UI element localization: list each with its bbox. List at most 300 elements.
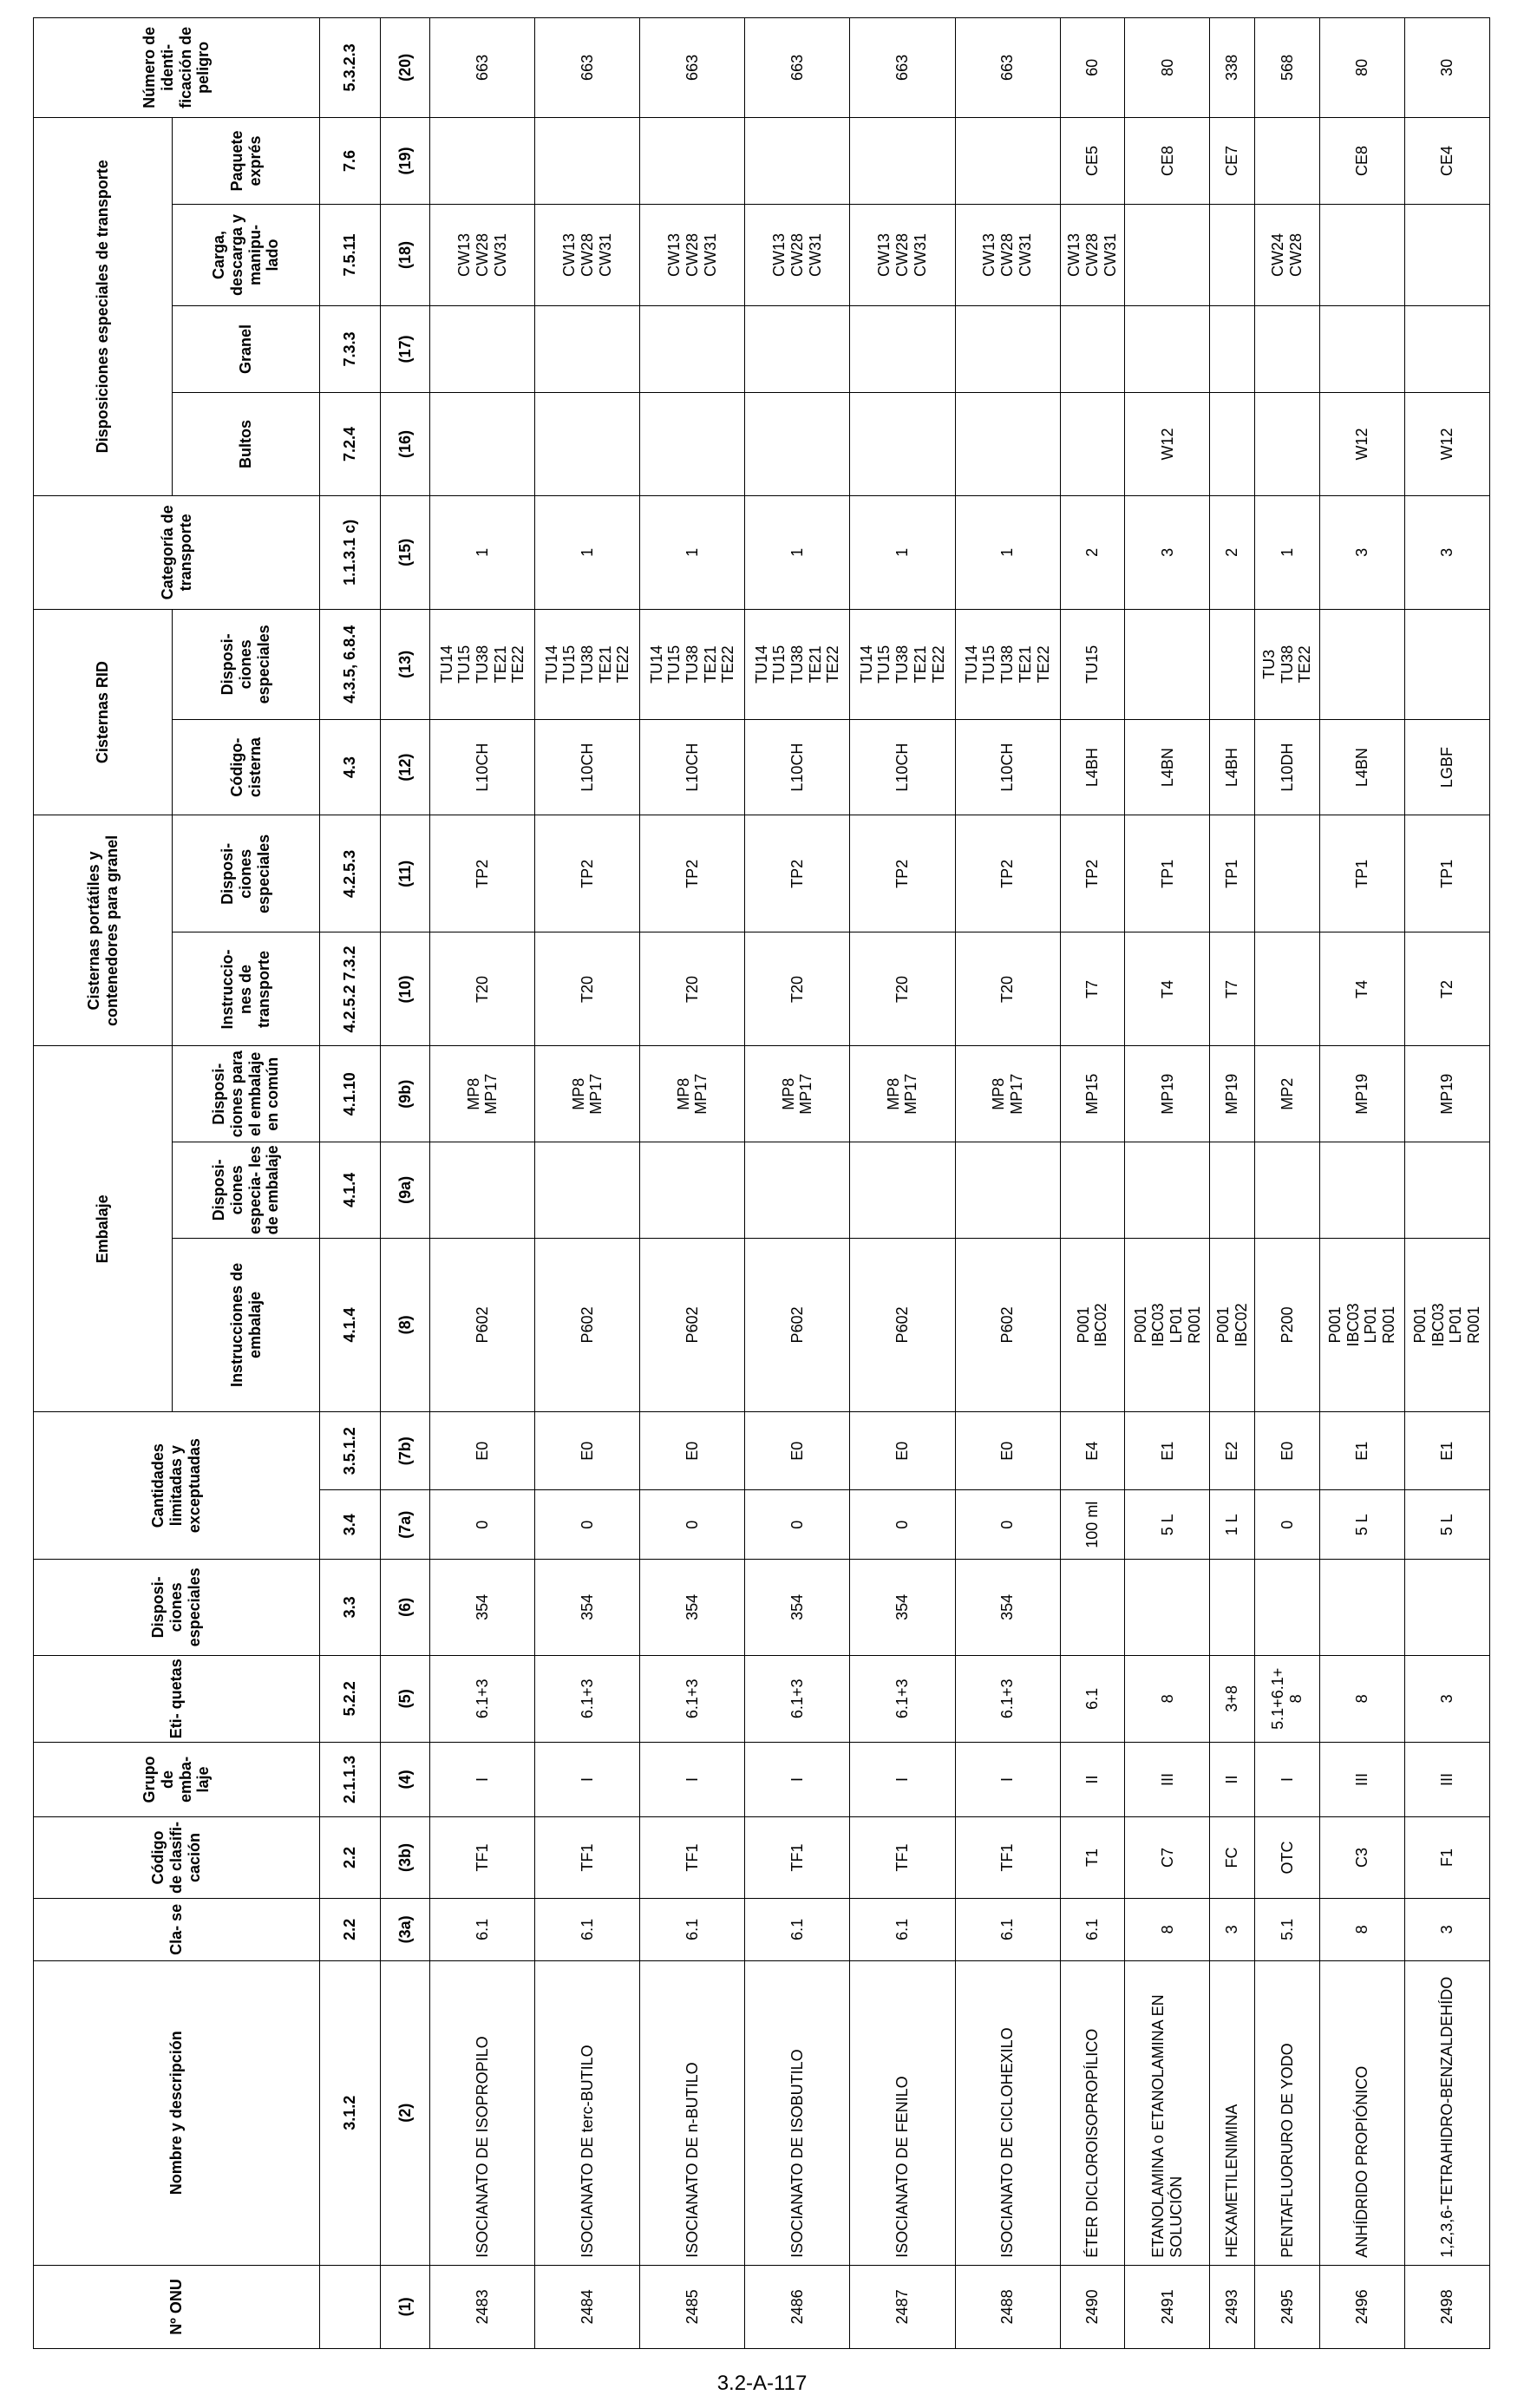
- column-number-cell: (7a): [381, 1490, 430, 1560]
- labels-cell: 6.1+3: [850, 1655, 955, 1742]
- rid-tank-provisions-cell: TU14 TU15 TU38 TE21 TE22: [850, 609, 955, 719]
- section-reference-cell: 4.3: [320, 719, 381, 815]
- hazard-id-number-cell: 568: [1255, 18, 1320, 118]
- transport-category-cell: 1: [955, 495, 1060, 609]
- bulk-provisions-cell: [745, 305, 850, 392]
- rid-tank-provisions-cell: TU3 TU38 TE22: [1255, 609, 1320, 719]
- un-number-cell: 2483: [430, 2265, 535, 2348]
- packing-instructions-cell: P602: [745, 1238, 850, 1412]
- column-number-cell: (9b): [381, 1046, 430, 1142]
- packing-instructions-cell: P602: [850, 1238, 955, 1412]
- excepted-quantity-cell: E0: [850, 1412, 955, 1490]
- transport-category-cell: 2: [1060, 495, 1125, 609]
- packing-instructions-cell: P602: [955, 1238, 1060, 1412]
- mixed-packing-provisions-cell: MP8 MP17: [850, 1046, 955, 1142]
- packing-instructions-cell: P602: [535, 1238, 640, 1412]
- rid-tank-provisions-cell: TU14 TU15 TU38 TE21 TE22: [955, 609, 1060, 719]
- special-packing-provisions-cell: [1255, 1142, 1320, 1239]
- transport-category-cell: 3: [1125, 495, 1210, 609]
- special-packing-provisions-cell: [430, 1142, 535, 1239]
- col-bulk-header: Granel: [173, 305, 320, 392]
- excepted-quantity-cell: E0: [535, 1412, 640, 1490]
- packages-provisions-cell: [745, 393, 850, 496]
- packing-group-cell: III: [1319, 1742, 1404, 1816]
- section-reference-cell: 4.3.5, 6.8.4: [320, 609, 381, 719]
- special-packing-provisions-cell: [1404, 1142, 1489, 1239]
- classification-code-cell: OTC: [1255, 1816, 1320, 1898]
- hazard-id-number-cell: 663: [640, 18, 745, 118]
- un-number-cell: 2496: [1319, 2265, 1404, 2348]
- mixed-packing-provisions-cell: MP2: [1255, 1046, 1320, 1142]
- classification-code-cell: TF1: [850, 1816, 955, 1898]
- tank-code-cell: L4BN: [1319, 719, 1404, 815]
- column-number-cell: (2): [381, 1960, 430, 2265]
- col-mixed-packing-header: Disposi- ciones para el embalaje en común: [173, 1046, 320, 1142]
- excepted-quantity-cell: E0: [640, 1412, 745, 1490]
- loading-provisions-cell: CW13 CW28 CW31: [1060, 205, 1125, 306]
- column-number-cell: (11): [381, 815, 430, 932]
- mixed-packing-provisions-cell: MP8 MP17: [640, 1046, 745, 1142]
- packing-group-cell: I: [640, 1742, 745, 1816]
- packages-provisions-cell: [1210, 393, 1255, 496]
- bulk-provisions-cell: [1210, 305, 1255, 392]
- col-hazard-id-header: Número de identi- ficación de peligro: [34, 18, 320, 118]
- section-reference-cell: 4.1.10: [320, 1046, 381, 1142]
- packing-group-cell: I: [1255, 1742, 1320, 1816]
- labels-cell: 8: [1125, 1655, 1210, 1742]
- table-row: [430, 18, 535, 2349]
- transport-category-cell: 1: [535, 495, 640, 609]
- portable-tank-provisions-cell: [1255, 815, 1320, 932]
- rid-tank-provisions-cell: TU15: [1060, 609, 1125, 719]
- packing-group-cell: I: [430, 1742, 535, 1816]
- column-number-cell: (7b): [381, 1412, 430, 1490]
- limited-quantity-cell: 5 L: [1404, 1490, 1489, 1560]
- col-portable-instructions-header: Instruccio- nes de transporte: [173, 932, 320, 1046]
- packing-instructions-cell: P001 IBC03 LP01 R001: [1319, 1238, 1404, 1412]
- express-parcel-cell: CE8: [1125, 117, 1210, 204]
- col-rid-provisions-header: Disposi- ciones especiales: [173, 609, 320, 719]
- loading-provisions-cell: CW13 CW28 CW31: [430, 205, 535, 306]
- un-number-cell: 2488: [955, 2265, 1060, 2348]
- col-class-header: Cla- se: [34, 1899, 320, 1961]
- classification-code-cell: TF1: [430, 1816, 535, 1898]
- special-packing-provisions-cell: [1210, 1142, 1255, 1239]
- column-number-cell: (8): [381, 1238, 430, 1412]
- labels-cell: 3+8: [1210, 1655, 1255, 1742]
- transport-category-cell: 2: [1210, 495, 1255, 609]
- packing-group-cell: I: [535, 1742, 640, 1816]
- un-number-cell: 2485: [640, 2265, 745, 2348]
- labels-cell: 6.1+3: [745, 1655, 850, 1742]
- column-number-cell: (12): [381, 719, 430, 815]
- section-reference-cell: 5.2.2: [320, 1655, 381, 1742]
- packages-provisions-cell: [955, 393, 1060, 496]
- express-parcel-cell: [1255, 117, 1320, 204]
- col-name-header: Nombre y descripción: [34, 1960, 320, 2265]
- portable-tank-provisions-cell: TP2: [850, 815, 955, 932]
- loading-provisions-cell: [1125, 205, 1210, 306]
- portable-tank-instructions-cell: T20: [430, 932, 535, 1046]
- column-number-cell: (20): [381, 18, 430, 118]
- excepted-quantity-cell: E0: [430, 1412, 535, 1490]
- un-number-cell: 2490: [1060, 2265, 1125, 2348]
- group-rid-tanks-header: Cisternas RID: [34, 609, 173, 815]
- table-row: [1319, 18, 1404, 2349]
- packing-instructions-cell: P200: [1255, 1238, 1320, 1412]
- column-number-cell: (3a): [381, 1899, 430, 1961]
- hazard-id-number-cell: 663: [955, 18, 1060, 118]
- classification-code-cell: C7: [1125, 1816, 1210, 1898]
- special-packing-provisions-cell: [1125, 1142, 1210, 1239]
- packing-instructions-cell: P001 IBC03 LP01 R001: [1404, 1238, 1489, 1412]
- limited-quantity-cell: 1 L: [1210, 1490, 1255, 1560]
- column-number-cell: (17): [381, 305, 430, 392]
- hazard-id-number-cell: 60: [1060, 18, 1125, 118]
- express-parcel-cell: CE5: [1060, 117, 1125, 204]
- section-reference-cell: 4.1.4: [320, 1142, 381, 1239]
- special-provisions-cell: 354: [745, 1560, 850, 1656]
- limited-quantity-cell: 0: [850, 1490, 955, 1560]
- special-packing-provisions-cell: [745, 1142, 850, 1239]
- hazard-id-number-cell: 338: [1210, 18, 1255, 118]
- col-express-header: Paquete exprés: [173, 117, 320, 204]
- express-parcel-cell: [745, 117, 850, 204]
- packing-group-cell: I: [955, 1742, 1060, 1816]
- packages-provisions-cell: [430, 393, 535, 496]
- portable-tank-instructions-cell: T4: [1125, 932, 1210, 1046]
- limited-quantity-cell: 0: [745, 1490, 850, 1560]
- mixed-packing-provisions-cell: MP8 MP17: [430, 1046, 535, 1142]
- bulk-provisions-cell: [640, 305, 745, 392]
- un-number-cell: 2487: [850, 2265, 955, 2348]
- rotated-table-page: [33, 17, 1490, 2349]
- hazard-id-number-cell: 663: [430, 18, 535, 118]
- un-number-cell: 2491: [1125, 2265, 1210, 2348]
- excepted-quantity-cell: E1: [1319, 1412, 1404, 1490]
- table-row: [1060, 18, 1125, 2349]
- group-transport-provisions-header: Disposiciones especiales de transporte: [34, 117, 173, 495]
- col-labels-header: Eti- quetas: [34, 1655, 320, 1742]
- labels-cell: 8: [1319, 1655, 1404, 1742]
- portable-tank-instructions-cell: T4: [1319, 932, 1404, 1046]
- special-packing-provisions-cell: [850, 1142, 955, 1239]
- tank-code-cell: L10CH: [640, 719, 745, 815]
- transport-category-cell: 3: [1404, 495, 1489, 609]
- table-row: [1210, 18, 1255, 2349]
- section-reference-cell: 5.3.2.3: [320, 18, 381, 118]
- section-reference-cell: 2.2: [320, 1816, 381, 1898]
- packing-group-cell: II: [1060, 1742, 1125, 1816]
- un-number-cell: 2495: [1255, 2265, 1320, 2348]
- loading-provisions-cell: CW13 CW28 CW31: [955, 205, 1060, 306]
- express-parcel-cell: [955, 117, 1060, 204]
- mixed-packing-provisions-cell: MP19: [1125, 1046, 1210, 1142]
- table-row: [850, 18, 955, 2349]
- class-cell: 6.1: [850, 1899, 955, 1961]
- special-provisions-cell: 354: [955, 1560, 1060, 1656]
- name-description-cell: ANHÍDRIDO PROPIÓNICO: [1319, 1960, 1404, 2265]
- limited-quantity-cell: 0: [535, 1490, 640, 1560]
- col-classification-code-header: Código de clasifi- cación: [34, 1816, 320, 1898]
- col-transport-category-header: Categoría de transporte: [34, 495, 320, 609]
- special-provisions-cell: [1319, 1560, 1404, 1656]
- mixed-packing-provisions-cell: MP8 MP17: [745, 1046, 850, 1142]
- class-cell: 8: [1125, 1899, 1210, 1961]
- section-reference-cell: 7.2.4: [320, 393, 381, 496]
- bulk-provisions-cell: [1404, 305, 1489, 392]
- portable-tank-instructions-cell: T7: [1060, 932, 1125, 1046]
- tank-code-cell: L4BH: [1060, 719, 1125, 815]
- loading-provisions-cell: CW13 CW28 CW31: [640, 205, 745, 306]
- packages-provisions-cell: W12: [1319, 393, 1404, 496]
- hazard-id-number-cell: 663: [745, 18, 850, 118]
- loading-provisions-cell: CW13 CW28 CW31: [745, 205, 850, 306]
- loading-provisions-cell: CW24 CW28: [1255, 205, 1320, 306]
- bulk-provisions-cell: [1060, 305, 1125, 392]
- portable-tank-instructions-cell: T7: [1210, 932, 1255, 1046]
- labels-cell: 6.1+3: [535, 1655, 640, 1742]
- packing-group-cell: II: [1210, 1742, 1255, 1816]
- labels-cell: 6.1+3: [640, 1655, 745, 1742]
- col-packing-instructions-header: Instrucciones de embalaje: [173, 1238, 320, 1412]
- packing-instructions-cell: P001 IBC03 LP01 R001: [1125, 1238, 1210, 1412]
- column-number-cell: (9a): [381, 1142, 430, 1239]
- special-packing-provisions-cell: [535, 1142, 640, 1239]
- rid-tank-provisions-cell: [1210, 609, 1255, 719]
- special-provisions-cell: [1125, 1560, 1210, 1656]
- rid-tank-provisions-cell: [1404, 609, 1489, 719]
- un-number-cell: 2493: [1210, 2265, 1255, 2348]
- name-description-cell: 1,2,3,6-TETRAHIDRO-BENZALDEHÍDO: [1404, 1960, 1489, 2265]
- bulk-provisions-cell: [430, 305, 535, 392]
- section-reference-cell: [320, 2265, 381, 2348]
- express-parcel-cell: [850, 117, 955, 204]
- class-cell: 3: [1404, 1899, 1489, 1961]
- rid-tank-provisions-cell: TU14 TU15 TU38 TE21 TE22: [640, 609, 745, 719]
- data-rows: [430, 18, 1490, 2349]
- portable-tank-instructions-cell: [1255, 932, 1320, 1046]
- column-number-cell: (6): [381, 1560, 430, 1656]
- excepted-quantity-cell: E4: [1060, 1412, 1125, 1490]
- transport-category-cell: 1: [850, 495, 955, 609]
- portable-tank-provisions-cell: TP2: [955, 815, 1060, 932]
- special-provisions-cell: [1060, 1560, 1125, 1656]
- dangerous-goods-table: [33, 17, 1490, 2349]
- limited-quantity-cell: 0: [430, 1490, 535, 1560]
- express-parcel-cell: CE8: [1319, 117, 1404, 204]
- express-parcel-cell: CE7: [1210, 117, 1255, 204]
- excepted-quantity-cell: E1: [1404, 1412, 1489, 1490]
- name-description-cell: HEXAMETILENIMINA: [1210, 1960, 1255, 2265]
- loading-provisions-cell: [1210, 205, 1255, 306]
- name-description-cell: ISOCIANATO DE n-BUTILO: [640, 1960, 745, 2265]
- section-reference-cell: 1.1.3.1 c): [320, 495, 381, 609]
- rid-tank-provisions-cell: [1125, 609, 1210, 719]
- tank-code-cell: L10CH: [850, 719, 955, 815]
- tank-code-cell: L4BN: [1125, 719, 1210, 815]
- transport-category-cell: 1: [1255, 495, 1320, 609]
- classification-code-cell: TF1: [955, 1816, 1060, 1898]
- name-description-cell: ISOCIANATO DE CICLOHEXILO: [955, 1960, 1060, 2265]
- packing-instructions-cell: P602: [640, 1238, 745, 1412]
- packages-provisions-cell: [640, 393, 745, 496]
- special-provisions-cell: [1255, 1560, 1320, 1656]
- table-row: [640, 18, 745, 2349]
- portable-tank-provisions-cell: TP2: [745, 815, 850, 932]
- special-provisions-cell: [1210, 1560, 1255, 1656]
- page-number: 3.2-A-117: [716, 2372, 808, 2395]
- tank-code-cell: LGBF: [1404, 719, 1489, 815]
- col-special-provisions-header: Disposi- ciones especiales: [34, 1560, 320, 1656]
- class-cell: 6.1: [1060, 1899, 1125, 1961]
- special-provisions-cell: [1404, 1560, 1489, 1656]
- column-number-row: [381, 18, 430, 2349]
- un-number-cell: 2498: [1404, 2265, 1489, 2348]
- section-reference-row: [320, 18, 381, 2349]
- portable-tank-provisions-cell: TP1: [1125, 815, 1210, 932]
- loading-provisions-cell: CW13 CW28 CW31: [850, 205, 955, 306]
- transport-category-cell: 1: [745, 495, 850, 609]
- limited-quantity-cell: 5 L: [1125, 1490, 1210, 1560]
- packing-instructions-cell: P001 IBC02: [1060, 1238, 1125, 1412]
- column-number-cell: (15): [381, 495, 430, 609]
- section-reference-cell: 2.1.1.3: [320, 1742, 381, 1816]
- special-packing-provisions-cell: [1060, 1142, 1125, 1239]
- col-packing-provisions-header: Disposi- ciones especia- les de embalaje: [173, 1142, 320, 1239]
- class-cell: 6.1: [640, 1899, 745, 1961]
- mixed-packing-provisions-cell: MP8 MP17: [535, 1046, 640, 1142]
- classification-code-cell: FC: [1210, 1816, 1255, 1898]
- section-reference-cell: 2.2: [320, 1899, 381, 1961]
- name-description-cell: PENTAFLUORURO DE YODO: [1255, 1960, 1320, 2265]
- portable-tank-instructions-cell: T20: [745, 932, 850, 1046]
- class-cell: 6.1: [535, 1899, 640, 1961]
- labels-cell: 6.1+3: [430, 1655, 535, 1742]
- excepted-quantity-cell: E0: [955, 1412, 1060, 1490]
- packing-instructions-cell: P001 IBC02: [1210, 1238, 1255, 1412]
- tank-code-cell: L10DH: [1255, 719, 1320, 815]
- section-reference-cell: 4.2.5.3: [320, 815, 381, 932]
- section-reference-cell: 7.3.3: [320, 305, 381, 392]
- tank-code-cell: L10CH: [535, 719, 640, 815]
- rid-tank-provisions-cell: TU14 TU15 TU38 TE21 TE22: [535, 609, 640, 719]
- labels-cell: 5.1+6.1+ 8: [1255, 1655, 1320, 1742]
- loading-provisions-cell: [1404, 205, 1489, 306]
- portable-tank-instructions-cell: T2: [1404, 932, 1489, 1046]
- name-description-cell: ETANOLAMINA o ETANOLAMINA EN SOLUCIÓN: [1125, 1960, 1210, 2265]
- class-cell: 5.1: [1255, 1899, 1320, 1961]
- labels-cell: 3: [1404, 1655, 1489, 1742]
- bulk-provisions-cell: [1125, 305, 1210, 392]
- bulk-provisions-cell: [1319, 305, 1404, 392]
- packing-group-cell: I: [850, 1742, 955, 1816]
- section-reference-cell: 3.5.1.2: [320, 1412, 381, 1490]
- hazard-id-number-cell: 30: [1404, 18, 1489, 118]
- section-reference-cell: 7.5.11: [320, 205, 381, 306]
- express-parcel-cell: [535, 117, 640, 204]
- tank-code-cell: L10CH: [430, 719, 535, 815]
- excepted-quantity-cell: E1: [1125, 1412, 1210, 1490]
- packing-group-cell: III: [1125, 1742, 1210, 1816]
- reference-rows: [320, 18, 430, 2349]
- group-packaging-header: Embalaje: [34, 1046, 173, 1412]
- portable-tank-provisions-cell: TP2: [430, 815, 535, 932]
- loading-provisions-cell: CW13 CW28 CW31: [535, 205, 640, 306]
- special-packing-provisions-cell: [640, 1142, 745, 1239]
- bulk-provisions-cell: [850, 305, 955, 392]
- column-number-cell: (3b): [381, 1816, 430, 1898]
- limited-quantity-cell: 0: [1255, 1490, 1320, 1560]
- table-row: [1125, 18, 1210, 2349]
- packages-provisions-cell: W12: [1404, 393, 1489, 496]
- column-number-cell: (18): [381, 205, 430, 306]
- column-number-cell: (16): [381, 393, 430, 496]
- column-number-cell: (10): [381, 932, 430, 1046]
- special-packing-provisions-cell: [955, 1142, 1060, 1239]
- class-cell: 8: [1319, 1899, 1404, 1961]
- packing-instructions-cell: P602: [430, 1238, 535, 1412]
- column-number-cell: (19): [381, 117, 430, 204]
- portable-tank-provisions-cell: TP1: [1404, 815, 1489, 932]
- special-provisions-cell: 354: [850, 1560, 955, 1656]
- limited-quantity-cell: 0: [640, 1490, 745, 1560]
- packages-provisions-cell: [535, 393, 640, 496]
- table-row: [1255, 18, 1320, 2349]
- section-reference-cell: 3.3: [320, 1560, 381, 1656]
- col-tank-code-header: Código- cisterna: [173, 719, 320, 815]
- col-portable-provisions-header: Disposi- ciones especiales: [173, 815, 320, 932]
- class-cell: 6.1: [745, 1899, 850, 1961]
- section-reference-cell: 3.1.2: [320, 1960, 381, 2265]
- column-number-cell: (4): [381, 1742, 430, 1816]
- un-number-cell: 2486: [745, 2265, 850, 2348]
- packages-provisions-cell: W12: [1125, 393, 1210, 496]
- un-number-cell: 2484: [535, 2265, 640, 2348]
- hazard-id-number-cell: 80: [1125, 18, 1210, 118]
- packages-provisions-cell: [850, 393, 955, 496]
- transport-category-cell: 1: [430, 495, 535, 609]
- packing-group-cell: III: [1404, 1742, 1489, 1816]
- name-description-cell: ISOCIANATO DE terc-BUTILO: [535, 1960, 640, 2265]
- classification-code-cell: C3: [1319, 1816, 1404, 1898]
- bulk-provisions-cell: [535, 305, 640, 392]
- loading-provisions-cell: [1319, 205, 1404, 306]
- classification-code-cell: F1: [1404, 1816, 1489, 1898]
- transport-category-cell: 1: [640, 495, 745, 609]
- limited-quantity-cell: 100 ml: [1060, 1490, 1125, 1560]
- classification-code-cell: TF1: [640, 1816, 745, 1898]
- table-row: [745, 18, 850, 2349]
- tank-code-cell: L10CH: [955, 719, 1060, 815]
- mixed-packing-provisions-cell: MP19: [1319, 1046, 1404, 1142]
- labels-cell: 6.1+3: [955, 1655, 1060, 1742]
- special-packing-provisions-cell: [1319, 1142, 1404, 1239]
- rid-tank-provisions-cell: [1319, 609, 1404, 719]
- table-row: [955, 18, 1060, 2349]
- express-parcel-cell: CE4: [1404, 117, 1489, 204]
- group-portable-tanks-header: Cisternas portátiles y contenedores para granel: [34, 815, 173, 1046]
- name-description-cell: ÉTER DICLOROISOPROPÍLICO: [1060, 1960, 1125, 2265]
- section-reference-cell: 4.2.5.2 7.3.2: [320, 932, 381, 1046]
- classification-code-cell: TF1: [535, 1816, 640, 1898]
- limited-quantity-cell: 0: [955, 1490, 1060, 1560]
- portable-tank-instructions-cell: T20: [850, 932, 955, 1046]
- packing-group-cell: I: [745, 1742, 850, 1816]
- portable-tank-provisions-cell: TP1: [1319, 815, 1404, 932]
- mixed-packing-provisions-cell: MP15: [1060, 1046, 1125, 1142]
- packages-provisions-cell: [1255, 393, 1320, 496]
